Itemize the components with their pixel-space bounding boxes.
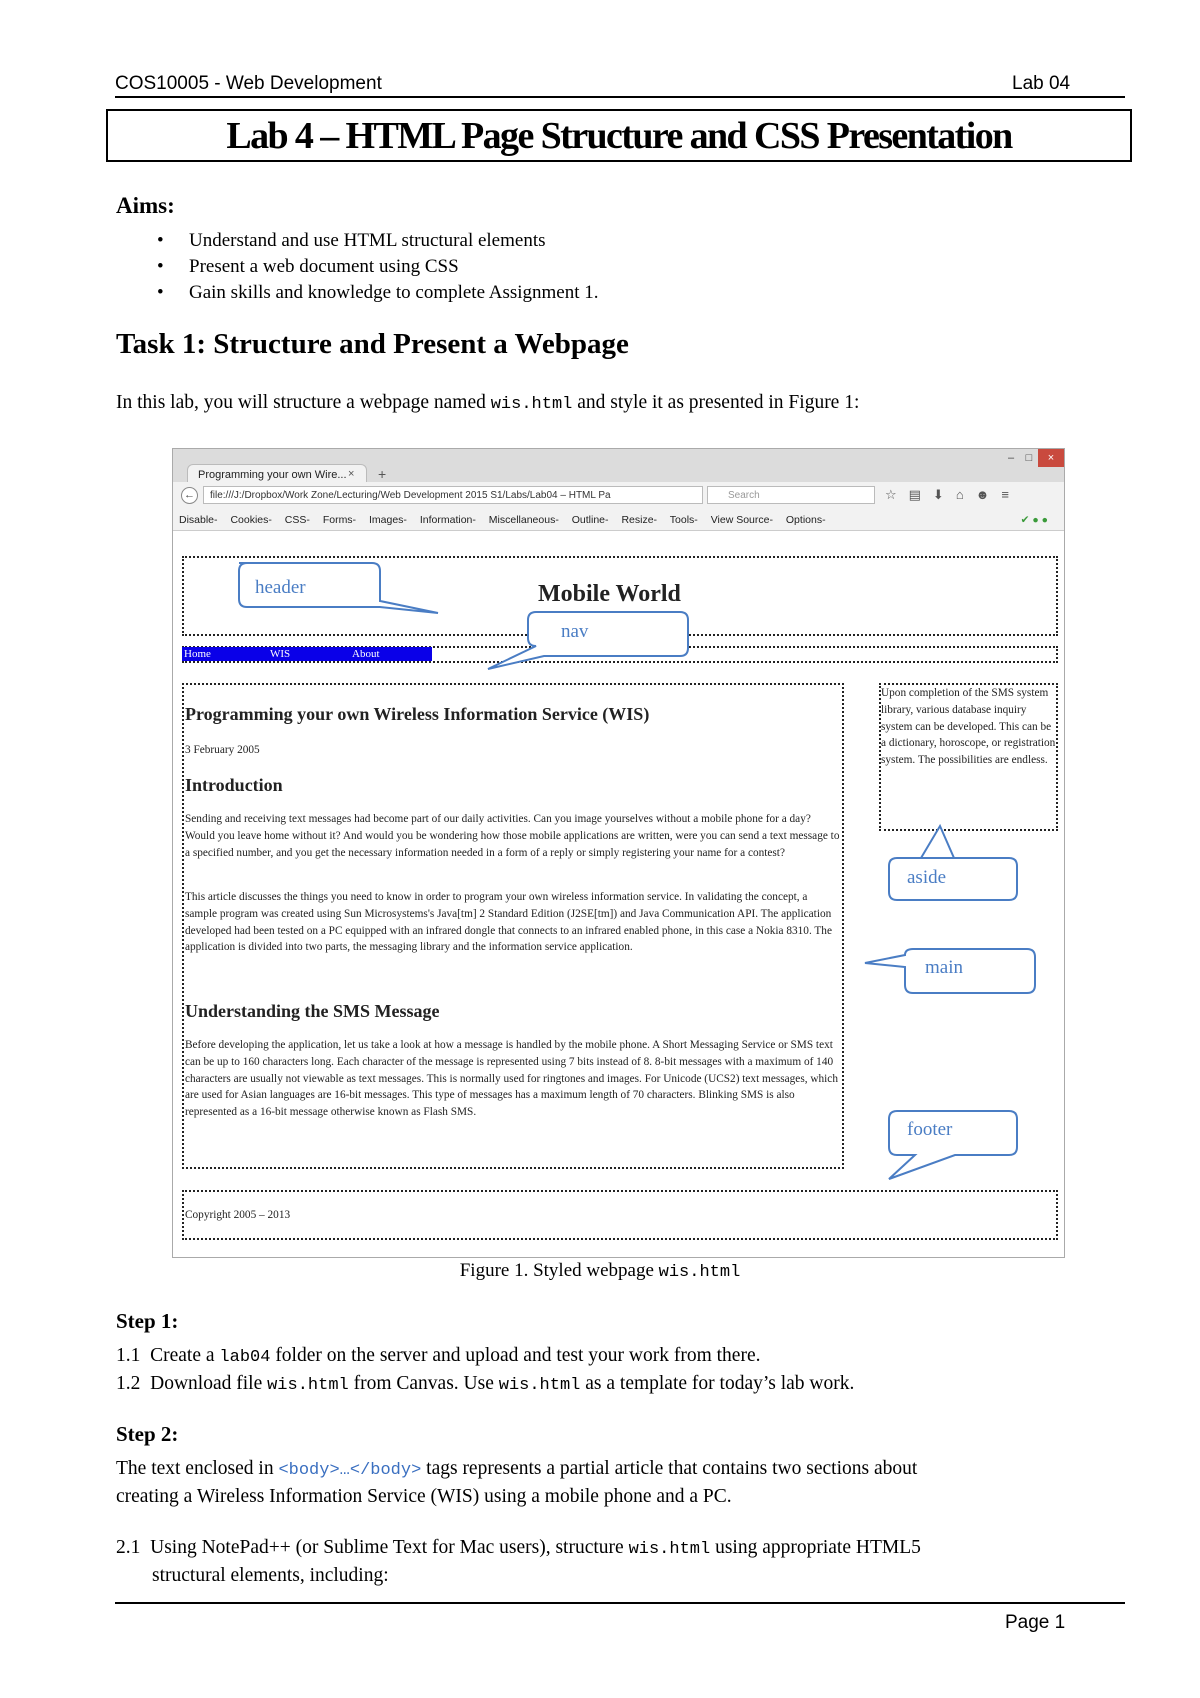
devbar-item: CSS- [284,514,310,526]
running-header-course: COS10005 - Web Development [115,73,382,94]
minimize-icon: – [1007,452,1015,464]
intro-heading: Introduction [185,775,283,795]
tab-close-icon: × [348,468,355,480]
url-field: file:///J:/Dropbox/Work Zone/Lecturing/Web Development 2015 S1/Labs/Lab04 – HTML Pa [203,486,703,504]
step1-heading: Step 1: [116,1309,179,1333]
figure-caption: Figure 1. Styled webpage wis.html [459,1260,741,1282]
step2-item-1-line2: structural elements, including: [152,1565,389,1586]
devbar-item: Miscellaneous- [488,514,559,526]
aims-list [157,228,599,306]
devbar-item: Options- [785,514,826,526]
nav-link: About [352,648,380,660]
back-arrow-icon: ← [181,487,198,504]
aims-item: • Understand and use HTML structural elements [157,228,599,254]
sms-paragraph: Before developing the application, let us take a look at how a message is handled by the mobile phone. A Short Messaging Service or SMS text can be up to 160 characters long. Each character of the message is represented using 7 bits instead of 8. 8-bit messages with a maximum of 140 characters are usually not viewable as text messages. This is normally used for ringtones and images. For Unicode (UCS2) text messages, which are used for Asian languages are 16-bit messages. This type of messages has a maximum length of 70 characters. Blinking SMS is also represented as a 16-bit message otherwise known as Flash SMS. [185,1039,838,1119]
devbar-item: Images- [368,514,407,526]
aims-item: • Present a web document using CSS [157,254,599,280]
intro-paragraph-1: Sending and receiving text messages had become part of our daily activities. Can you image yourselves without a mobile phone for a day? Would you leave home without it? And would you be wondering how those mobile applications are written, were you can send a text message to a specified number, and you get the necessary information needed in a form of a reply or simply registering your name for a contest? [185,813,840,859]
search-field: Search [707,486,875,504]
task1-heading: Task 1: Structure and Present a Webpage [116,328,629,360]
devbar-item: View Source- [710,514,773,526]
footer-rule [115,1602,1125,1604]
header-callout-label: header [255,577,306,598]
step2-item-1: 2.1 Using NotePad++ (or Sublime Text for Mac users), structure wis.html using appropriate HTML5 [116,1537,921,1559]
nav-callout-label: nav [561,621,589,642]
aims-item: • Gain skills and knowledge to complete Assignment 1. [157,280,599,306]
devbar-item: Information- [419,514,476,526]
footer-callout-label: footer [907,1119,953,1140]
step1-item-1: 1.1 Create a lab04 folder on the server and upload and test your work from there. [116,1345,761,1367]
devbar-item: Outline- [571,514,609,526]
step1-item-2: 1.2 Download file wis.html from Canvas. Use wis.html as a template for today’s lab work. [116,1373,855,1395]
maximize-icon: □ [1025,452,1033,464]
browser-tab: Programming your own Wire... [187,464,367,486]
task1-intro: In this lab, you will structure a webpage named wis.html and style it as presented in Figure 1: [116,392,860,414]
footer-copyright: Copyright 2005 – 2013 [185,1209,291,1221]
sms-heading: Understanding the SMS Message [185,1001,440,1021]
nav-link: WIS [270,648,291,660]
devbar-item: Tools- [669,514,698,526]
document-title: Lab 4 – HTML Page Structure and CSS Presentation [106,109,1132,162]
status-check-icon: ✔ ● ● [1020,514,1048,526]
aside-text: Upon completion of the SMS system library, various database inquiry system can be developed. This can be a dictionary, horoscope, or registration system. The possibilities are endless. [881,687,1056,767]
main-callout-label: main [925,957,963,978]
devbar-item: Resize- [621,514,658,526]
running-header-lab: Lab 04 [1012,73,1071,94]
nav-link: Home [184,648,211,660]
devbar-item: Disable- [179,514,218,526]
header-rule [115,96,1125,98]
filename-code: wis.html [490,395,573,414]
body-tag-code: <body>…</body> [278,1461,422,1480]
devbar-item: Forms- [322,514,357,526]
step2-paragraph-line1: The text enclosed in <body>…</body> tags represents a partial article that contains two sections about [116,1458,918,1480]
close-window-icon: × [1038,449,1064,467]
step2-paragraph-line2: creating a Wireless Information Service (WIS) using a mobile phone and a PC. [116,1486,732,1507]
intro-paragraph-2: This article discusses the things you need to know in order to program your own wireless information service. In validating the concept, a sample program was created using Sun Microsystems's Java[tm] 2 Standard Edition (J2SE[tm]) and Java Communication API. The application developed had been tested on a PC equipped with an infrared dongle that connects to an infrared enabled phone, in this case a Nokia 8310. The application is divided into two parts, the messaging library and the information service application. [185,891,832,954]
new-tab-icon: + [378,466,387,482]
page-number: Page 1 [1005,1612,1066,1633]
browser-toolbar-icons: ☆▤⬇⌂☻≡ [885,487,1021,502]
article-heading: Programming your own Wireless Information Service (WIS) [185,704,650,724]
aims-heading: Aims: [116,193,175,218]
aside-callout-label: aside [907,867,947,888]
devbar-item: Cookies- [230,514,272,526]
figure-browser-screenshot [172,448,1065,1258]
caption-filename: wis.html [658,1263,741,1282]
step2-heading: Step 2: [116,1422,179,1446]
article-date: 3 February 2005 [185,744,260,756]
site-title: Mobile World [538,581,681,607]
